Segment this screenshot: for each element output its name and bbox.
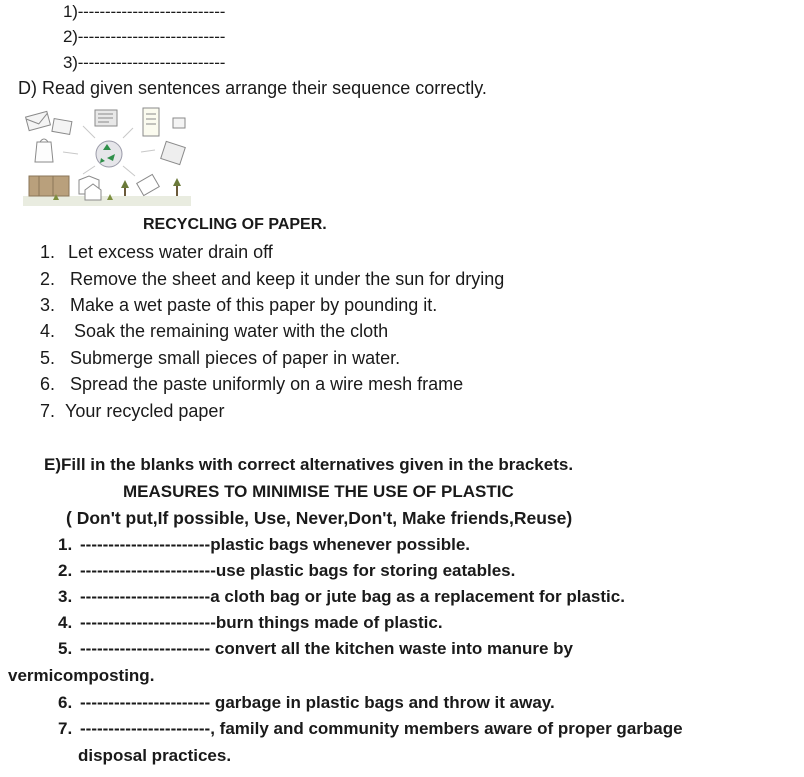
item-text: ------------------------burn things made of plastic. <box>80 613 443 632</box>
plastic-measures-title: MEASURES TO MINIMISE THE USE OF PLASTIC <box>123 482 514 501</box>
item-number: 5. <box>58 639 73 658</box>
item-number: 3. <box>40 295 56 315</box>
list-item <box>40 294 437 316</box>
item-number: 2. <box>58 561 73 580</box>
item-text: Submerge small pieces of paper in water. <box>70 348 401 368</box>
list-item <box>40 241 273 263</box>
recycling-title: RECYCLING OF PAPER. <box>143 216 327 233</box>
list-item <box>58 612 443 634</box>
item-text: ----------------------- convert all the kitchen waste into manure by <box>80 639 573 658</box>
list-item <box>40 373 463 395</box>
list-item <box>40 400 224 422</box>
item-text: ----------------------- garbage in plastic bags and throw it away. <box>80 693 555 712</box>
paper-recycling-illustration <box>23 104 191 214</box>
item-number: 7. <box>58 719 73 738</box>
list-item <box>40 320 388 342</box>
item-text: ------------------------use plastic bags for storing eatables. <box>80 561 516 580</box>
item-text: -----------------------a cloth bag or jute bag as a replacement for plastic. <box>80 587 625 606</box>
item-number: 4. <box>40 321 56 341</box>
item-text: Your recycled paper <box>65 401 225 421</box>
options-bracket: ( Don't put,If possible, Use, Never,Don't, Make friends,Reuse) <box>66 508 573 528</box>
item-number: 7. <box>40 401 56 421</box>
item-number: 6. <box>58 693 73 712</box>
blank-line-1: 1)--------------------------- <box>63 2 226 21</box>
item-text: Spread the paste uniformly on a wire mesh frame <box>70 374 464 394</box>
list-item <box>58 534 470 556</box>
list-item <box>58 692 555 714</box>
item-text: Let excess water drain off <box>68 242 273 262</box>
blank-line-2: 2)--------------------------- <box>63 27 226 46</box>
item-text: Remove the sheet and keep it under the sun for drying <box>70 269 505 289</box>
item-number: 4. <box>58 613 73 632</box>
item-number: 6. <box>40 374 56 394</box>
item-text: -----------------------, family and community members aware of proper garbage <box>80 719 683 738</box>
section-d-heading: D) Read given sentences arrange their sequence correctly. <box>18 78 487 98</box>
list-item <box>58 586 625 608</box>
item-text: -----------------------plastic bags whenever possible. <box>80 535 471 554</box>
list-item <box>58 718 683 740</box>
list-item-continuation: vermicomposting. <box>8 666 155 685</box>
item-number: 1. <box>40 242 56 262</box>
list-item-continuation: disposal practices. <box>78 746 232 765</box>
blank-line-3: 3)--------------------------- <box>63 53 226 72</box>
item-text: Soak the remaining water with the cloth <box>74 321 389 341</box>
item-number: 2. <box>40 269 56 289</box>
list-item <box>40 268 504 290</box>
item-number: 1. <box>58 535 73 554</box>
item-number: 3. <box>58 587 73 606</box>
item-number: 5. <box>40 348 56 368</box>
list-item <box>40 347 400 369</box>
section-e-heading: E)Fill in the blanks with correct alternatives given in the brackets. <box>44 455 574 474</box>
list-item <box>58 638 573 660</box>
item-text: Make a wet paste of this paper by pounding it. <box>70 295 438 315</box>
list-item <box>58 560 515 582</box>
